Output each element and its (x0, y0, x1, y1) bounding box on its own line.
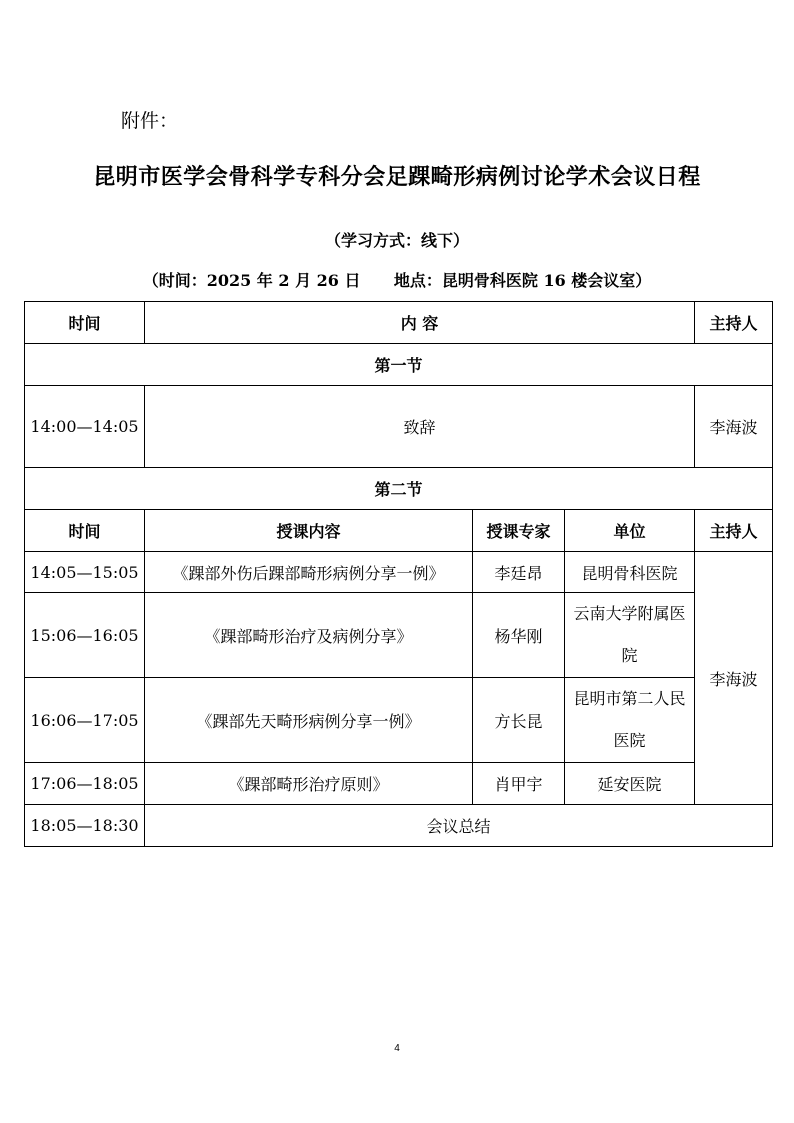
row-time: 16:06—17:05 (25, 678, 145, 763)
header-time: 时间 (25, 510, 145, 552)
table-row (25, 763, 773, 805)
table-row (25, 678, 773, 763)
header-lecture-content: 授课内容 (145, 510, 473, 552)
row-time: 14:00—14:05 (25, 386, 145, 468)
section-row (25, 344, 773, 386)
row-host: 李海波 (695, 386, 773, 468)
summary-row (25, 805, 773, 847)
study-mode: （学习方式：线下） (324, 231, 469, 250)
row-content: 致辞 (145, 386, 695, 468)
header-content: 内 容 (145, 302, 695, 344)
page-number: 4 (394, 1043, 400, 1054)
table-row (25, 593, 773, 678)
row-content: 《踝部畸形治疗及病例分享》 (145, 593, 473, 678)
row-time: 15:06—16:05 (25, 593, 145, 678)
row-unit: 延安医院 (565, 763, 695, 805)
row-time: 17:06—18:05 (25, 763, 145, 805)
time-and-place: （时间：2025 年 2 月 26 日 地点：昆明骨科医院 16 楼会议室） (142, 271, 652, 290)
section-row (25, 468, 773, 510)
header-host: 主持人 (695, 302, 773, 344)
header-unit: 单位 (565, 510, 695, 552)
row-expert: 杨华刚 (473, 593, 565, 678)
row-content: 《踝部外伤后踝部畸形病例分享一例》 (145, 552, 473, 593)
row-expert: 肖甲宇 (473, 763, 565, 805)
row-expert: 方长昆 (473, 678, 565, 763)
row-unit: 昆明市第二人民医院 (565, 678, 695, 763)
row-expert: 李廷昂 (473, 552, 565, 593)
header-time: 时间 (25, 302, 145, 344)
attachment-label: 附件： (121, 110, 179, 132)
section1-title: 第一节 (25, 344, 773, 386)
agenda-table (24, 301, 773, 847)
summary-content: 会议总结 (145, 805, 773, 847)
document-title: 昆明市医学会骨科学专科分会足踝畸形病例讨论学术会议日程 (93, 164, 701, 190)
summary-time: 18:05—18:30 (25, 805, 145, 847)
section2-header-row (25, 510, 773, 552)
row-content: 《踝部先天畸形病例分享一例》 (145, 678, 473, 763)
section2-title: 第二节 (25, 468, 773, 510)
table-row (25, 552, 773, 593)
table-header-row (25, 302, 773, 344)
row-content: 《踝部畸形治疗原则》 (145, 763, 473, 805)
section2-host: 李海波 (695, 552, 773, 805)
table-row (25, 386, 773, 468)
row-unit: 昆明骨科医院 (565, 552, 695, 593)
header-host: 主持人 (695, 510, 773, 552)
row-unit: 云南大学附属医院 (565, 593, 695, 678)
header-expert: 授课专家 (473, 510, 565, 552)
row-time: 14:05—15:05 (25, 552, 145, 593)
